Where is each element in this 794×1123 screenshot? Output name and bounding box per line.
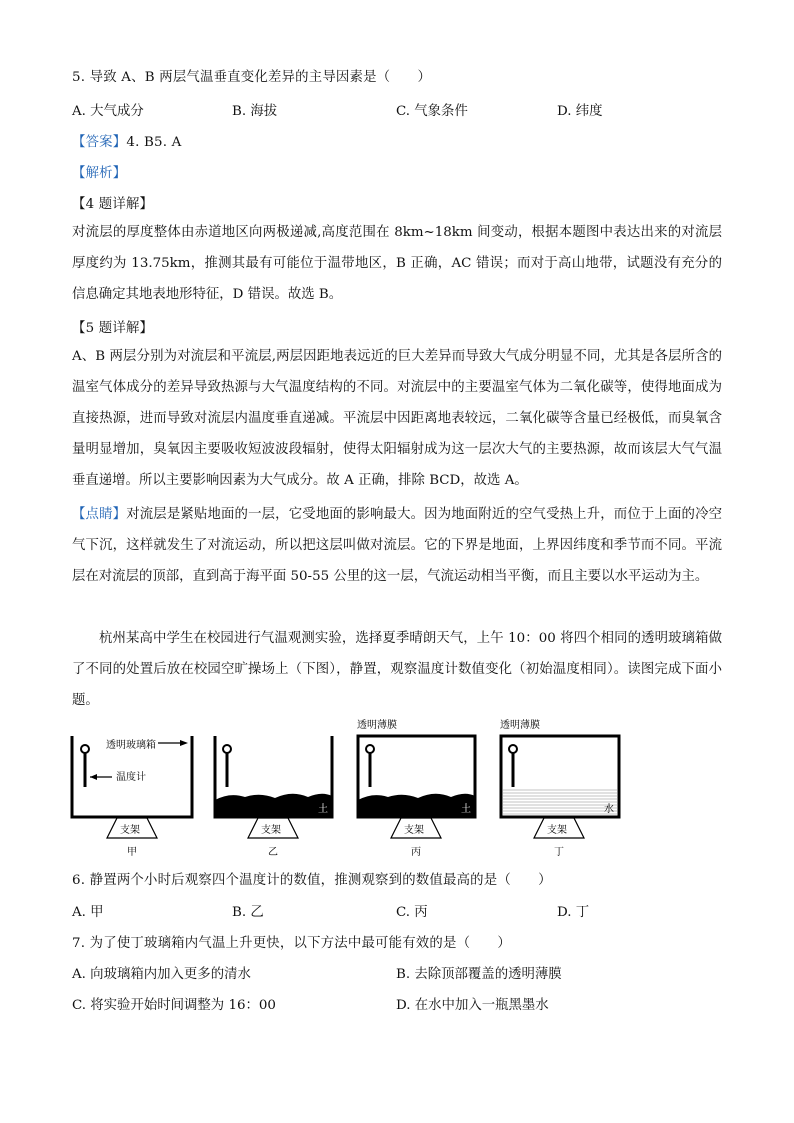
question-5-stem: 5. 导致 A、B 两层气温垂直变化差异的主导因素是（ ） [72, 70, 432, 85]
box-jia [72, 736, 192, 858]
detail-4-body: 对流层的厚度整体由赤道地区向两极递减,高度范围在 8km~18km 间变动，根据本题图中表达出来的对流层厚度约为 13.75km，推测其最有可能位于温带地区，B 正确，AC 错误；而对于高山地带，试题没有充分的信息确定其地表地形特征，D 错误。故选 B。 [72, 225, 722, 302]
question-7-stem: 7. 为了使丁玻璃箱内气温上升更快，以下方法中最可能有效的是（ ） [72, 936, 511, 951]
box-bing [357, 718, 475, 858]
q6-option-b: B. 乙 [232, 905, 264, 920]
experiment-intro: 杭州某高中学生在校园进行气温观测实验，选择夏季晴朗天气，上午 10：00 将四个相同的透明玻璃箱做了不同的处置后放在校园空旷操场上（下图），静置，观察温度计数值变化（初始温度相同）。读图完成下面小题。 [72, 631, 722, 708]
dianjing-tag: 【点睛】 [72, 507, 127, 522]
q7-option-c: C. 将实验开始时间调整为 16：00 [72, 998, 276, 1013]
water-label-ding: 水 [604, 804, 614, 815]
answer-tag: 【答案】 [72, 135, 127, 150]
stand-label-jia: 支架 [120, 825, 140, 836]
q6-option-c: C. 丙 [396, 905, 428, 920]
q6-option-d: D. 丁 [557, 905, 590, 920]
box-name-yi: 乙 [268, 847, 278, 858]
dianjing-body: 对流层是紧贴地面的一层，它受地面的影响最大。因为地面附近的空气受热上升，而位于上面的冷空气下沉，这样就发生了对流运动，所以把这层叫做对流层。它的下界是地面，上界因纬度和季节而不同。平流层在对流层的顶部，直到高于海平面 50-55 公里的这一层，气流运动相当平衡，而且主要以水平运动为主。 [72, 507, 723, 584]
box-name-bing: 丙 [411, 847, 421, 858]
q5-option-b: B. 海拔 [232, 104, 278, 119]
soil-label-yi: 土 [318, 804, 328, 815]
question-6-stem: 6. 静置两个小时后观察四个温度计的数值，推测观察到的数值最高的是（ ） [72, 873, 552, 888]
box-name-ding: 丁 [554, 847, 564, 858]
q6-option-a: A. 甲 [72, 905, 104, 920]
q7-option-b: B. 去除顶部覆盖的透明薄膜 [396, 967, 562, 982]
stand-label-yi: 支架 [261, 825, 281, 836]
soil-label-bing: 土 [461, 804, 471, 815]
experiment-figure [60, 712, 640, 862]
thermometer-label: 温度计 [116, 772, 146, 783]
q7-option-d: D. 在水中加入一瓶黑墨水 [396, 998, 549, 1013]
box-name-jia: 甲 [127, 847, 137, 858]
glass-box-label: 透明玻璃箱 [106, 740, 156, 751]
q7-option-a: A. 向玻璃箱内加入更多的清水 [72, 967, 251, 982]
film-label-bing: 透明薄膜 [357, 720, 397, 731]
detail-5-heading: 【5 题详解】 [72, 321, 154, 336]
answer-line [72, 131, 182, 150]
detail-4-heading: 【4 题详解】 [72, 197, 154, 212]
q5-option-d: D. 纬度 [557, 104, 603, 119]
analysis-tag: 【解析】 [72, 166, 127, 181]
q5-option-c: C. 气象条件 [396, 104, 468, 119]
box-ding [500, 718, 619, 858]
dianjing-paragraph [72, 499, 722, 592]
box-yi [215, 736, 332, 858]
stand-label-ding: 支架 [547, 825, 567, 836]
film-label-ding: 透明薄膜 [500, 720, 540, 731]
q5-option-a: A. 大气成分 [72, 104, 144, 119]
detail-5-body: A、B 两层分别为对流层和平流层,两层因距地表远近的巨大差异而导致大气成分明显不同，尤其是各层所含的温室气体成分的差异导致热源与大气温度结构的不同。对流层中的主要温室气体为二氧化碳等，使得地面成为直接热源，进而导致对流层内温度垂直递减。平流层中因距离地表较远，二氧化碳等含量已经极低，而臭氧含量明显增加，臭氧因主要吸收短波波段辐射，使得太阳辐射成为这一层次大气的主要热源，故而该层大气气温垂直递增。所以主要影响因素为大气成分。故 A 正确，排除 BCD，故选 A。 [72, 349, 722, 488]
answer-text: 4. B5. A [126, 135, 182, 150]
stand-label-bing: 支架 [404, 825, 424, 836]
